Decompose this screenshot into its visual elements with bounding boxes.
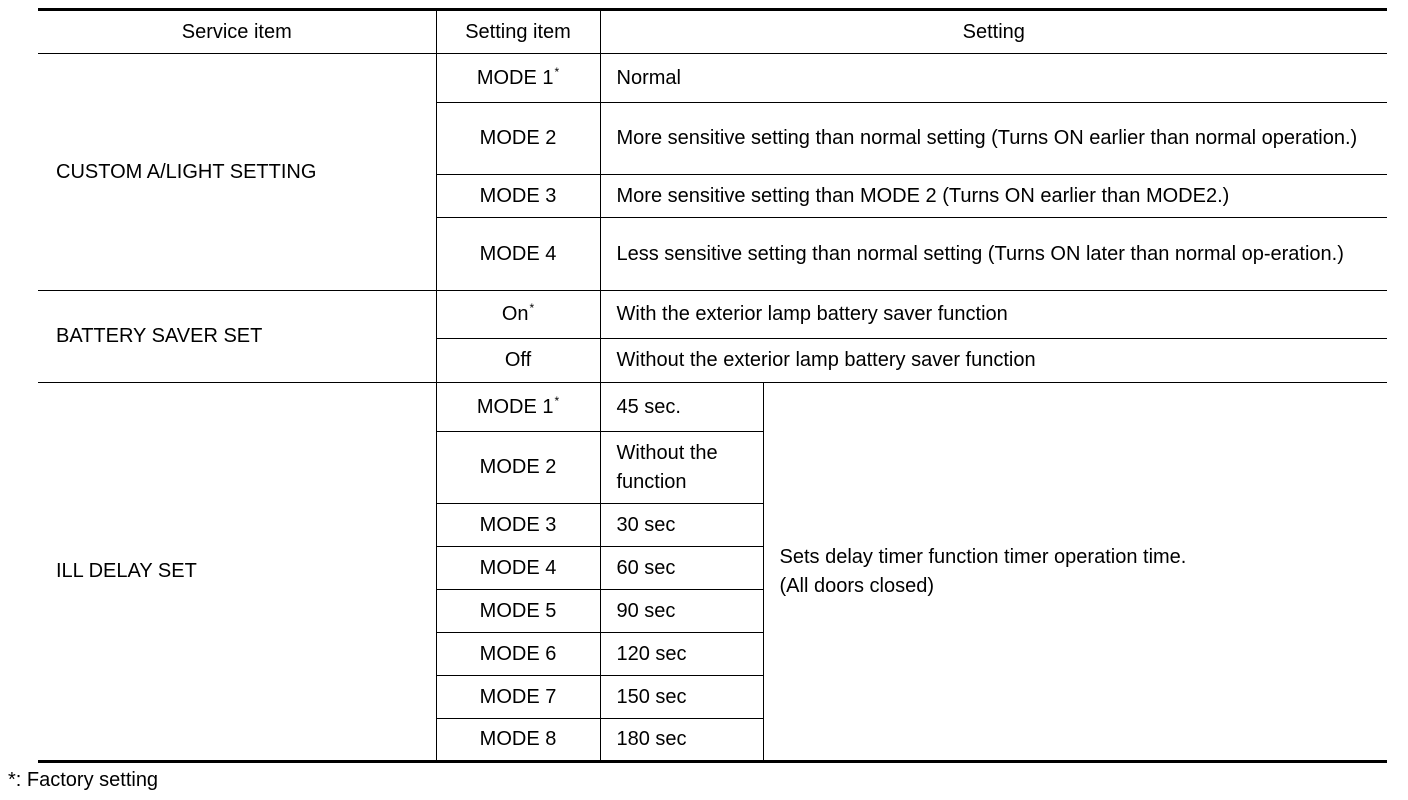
header-service-item: Service item (38, 10, 436, 54)
delay-time-cell: 90 sec (600, 590, 763, 633)
setting-item-cell: MODE 5 (436, 590, 600, 633)
setting-cell: Without the exterior lamp battery saver function (600, 339, 1387, 383)
setting-item-cell: MODE 1* (436, 54, 600, 103)
setting-item-cell: MODE 3 (436, 175, 600, 218)
setting-cell: Normal (600, 54, 1387, 103)
header-setting-item: Setting item (436, 10, 600, 54)
delay-time-cell: 180 sec (600, 719, 763, 762)
header-setting: Setting (600, 10, 1387, 54)
setting-item-cell: Off (436, 339, 600, 383)
setting-cell: More sensitive setting than normal setting (Turns ON earlier than normal operation.) (600, 103, 1387, 175)
setting-item-cell: MODE 3 (436, 504, 600, 547)
delay-time-cell: 120 sec (600, 633, 763, 676)
table-row (38, 291, 1387, 339)
table-row (38, 54, 1387, 103)
delay-time-cell: 45 sec. (600, 383, 763, 432)
delay-time-cell: 150 sec (600, 676, 763, 719)
delay-time-cell: 60 sec (600, 547, 763, 590)
service-battery-saver: BATTERY SAVER SET (38, 291, 436, 383)
setting-item-cell: MODE 2 (436, 432, 600, 504)
delay-time-cell: Without the function (600, 432, 763, 504)
setting-item-cell: MODE 8 (436, 719, 600, 762)
service-custom-alight: CUSTOM A/LIGHT SETTING (38, 54, 436, 291)
setting-cell: More sensitive setting than MODE 2 (Turns ON earlier than MODE2.) (600, 175, 1387, 218)
service-settings-table (38, 8, 1387, 763)
setting-item-cell: MODE 1* (436, 383, 600, 432)
setting-item-cell: MODE 4 (436, 218, 600, 291)
table-header-row (38, 10, 1387, 54)
setting-cell: With the exterior lamp battery saver function (600, 291, 1387, 339)
ill-delay-description: Sets delay timer function timer operation time. (All doors closed) (763, 383, 1387, 762)
setting-item-cell: On* (436, 291, 600, 339)
service-ill-delay: ILL DELAY SET (38, 383, 436, 762)
setting-item-cell: MODE 7 (436, 676, 600, 719)
setting-item-cell: MODE 6 (436, 633, 600, 676)
delay-time-cell: 30 sec (600, 504, 763, 547)
setting-item-cell: MODE 2 (436, 103, 600, 175)
factory-setting-marker: * (554, 393, 560, 408)
footnote: *: Factory setting (8, 769, 159, 791)
table-row (38, 383, 1387, 432)
factory-setting-marker: * (554, 64, 560, 79)
factory-setting-marker: * (529, 301, 535, 315)
setting-cell: Less sensitive setting than normal setting (Turns ON later than normal op-eration.) (600, 218, 1387, 291)
setting-item-cell: MODE 4 (436, 547, 600, 590)
